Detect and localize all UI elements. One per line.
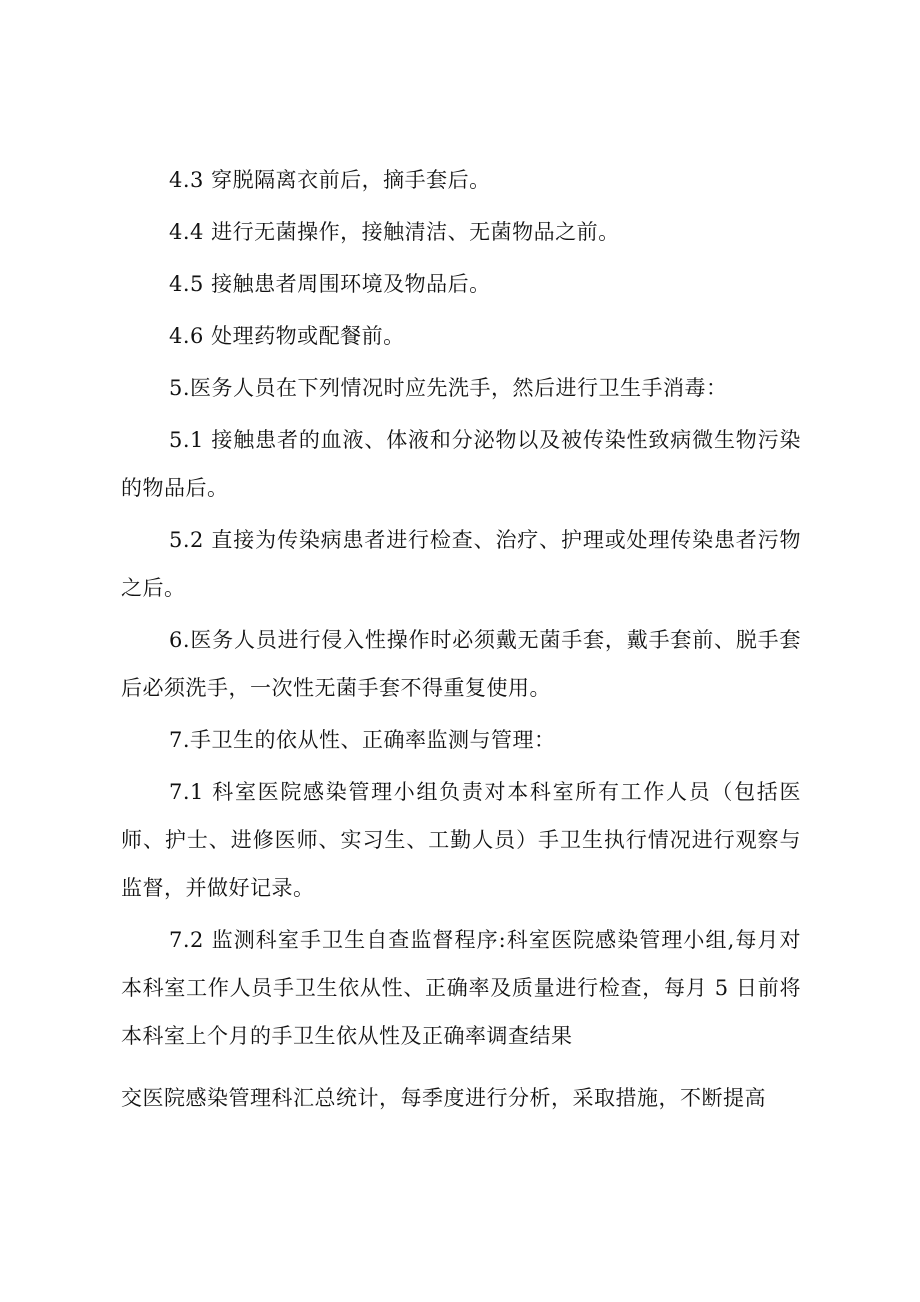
paragraph-6: 6.医务人员进行侵入性操作时必须戴无菌手套，戴手套前、脱手套后必须洗手，一次性无菌手套不得重复使用。 xyxy=(121,628,801,700)
paragraph-4-3: 4.3 穿脱隔离衣前后，摘手套后。 xyxy=(169,168,491,192)
paragraph-5-2: 5.2 直接为传染病患者进行检查、治疗、护理或处理传染患者污物之后。 xyxy=(121,528,801,600)
paragraph-7-1: 7.1 科室医院感染管理小组负责对本科室所有工作人员（包括医师、护士、进修医师、实习生、工勤人员）手卫生执行情况进行观察与监督，并做好记录。 xyxy=(121,780,801,900)
paragraph-continuation: 交医院感染管理科汇总统计，每季度进行分析，采取措施，不断提高 xyxy=(121,1086,766,1110)
document-body xyxy=(121,156,801,1122)
paragraph-5: 5.医务人员在下列情况时应先洗手，然后进行卫生手消毒： xyxy=(169,376,728,400)
paragraph-7: 7.手卫生的依从性、正确率监测与管理： xyxy=(169,728,556,752)
paragraph-7-2: 7.2 监测科室手卫生自查监督程序:科室医院感染管理小组,每月对本科室工作人员手卫生依从性、正确率及质量进行检查，每月 5 日前将本科室上个月的手卫生依从性及正确率调查结果 xyxy=(121,928,801,1048)
paragraph-4-5: 4.5 接触患者周围环境及物品后。 xyxy=(169,272,491,296)
paragraph-4-4: 4.4 进行无菌操作，接触清洁、无菌物品之前。 xyxy=(169,220,620,244)
paragraph-5-1: 5.1 接触患者的血液、体液和分泌物以及被传染性致病微生物污染的物品后。 xyxy=(121,428,801,500)
paragraph-4-6: 4.6 处理药物或配餐前。 xyxy=(169,324,405,348)
